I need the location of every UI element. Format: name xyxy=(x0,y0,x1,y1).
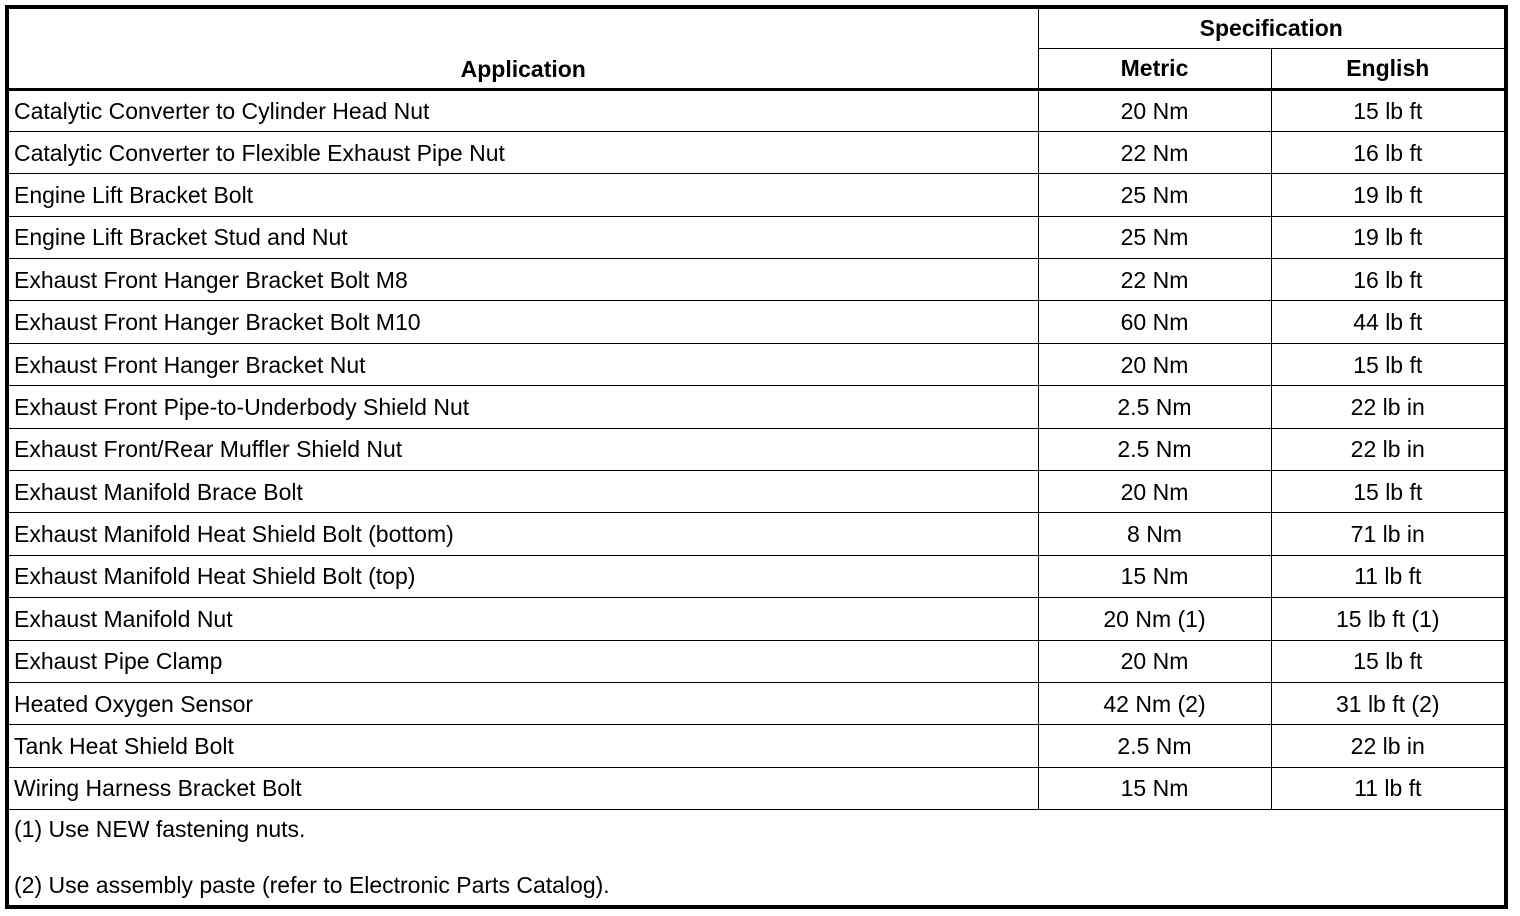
table-row xyxy=(7,343,1506,385)
application-cell: Heated Oxygen Sensor xyxy=(7,682,1038,724)
metric-cell: 25 Nm xyxy=(1038,174,1271,216)
footnote-2: (2) Use assembly paste (refer to Electronic Parts Catalog). xyxy=(14,872,610,899)
metric-cell: 60 Nm xyxy=(1038,301,1271,343)
table-row xyxy=(7,428,1506,470)
footnote-1: (1) Use NEW fastening nuts. xyxy=(14,816,306,843)
table-row xyxy=(7,174,1506,216)
application-cell: Catalytic Converter to Cylinder Head Nut xyxy=(7,89,1038,131)
english-cell: 16 lb ft xyxy=(1271,131,1506,173)
metric-cell: 42 Nm (2) xyxy=(1038,682,1271,724)
application-cell: Exhaust Front Hanger Bracket Bolt M10 xyxy=(7,301,1038,343)
table-header xyxy=(7,7,1506,89)
metric-cell: 25 Nm xyxy=(1038,216,1271,258)
application-cell: Exhaust Front Hanger Bracket Nut xyxy=(7,343,1038,385)
english-cell: 15 lb ft xyxy=(1271,343,1506,385)
table-row xyxy=(7,301,1506,343)
metric-cell: 2.5 Nm xyxy=(1038,386,1271,428)
english-cell: 22 lb in xyxy=(1271,386,1506,428)
english-cell: 15 lb ft xyxy=(1271,640,1506,682)
english-cell: 19 lb ft xyxy=(1271,174,1506,216)
table-row xyxy=(7,555,1506,597)
english-cell: 44 lb ft xyxy=(1271,301,1506,343)
metric-cell: 8 Nm xyxy=(1038,513,1271,555)
english-cell: 11 lb ft xyxy=(1271,555,1506,597)
application-cell: Exhaust Manifold Heat Shield Bolt (top) xyxy=(7,555,1038,597)
english-cell: 19 lb ft xyxy=(1271,216,1506,258)
footnotes-cell xyxy=(7,810,1506,907)
application-cell: Engine Lift Bracket Stud and Nut xyxy=(7,216,1038,258)
table-row xyxy=(7,682,1506,724)
english-cell: 22 lb in xyxy=(1271,725,1506,767)
metric-cell: 22 Nm xyxy=(1038,259,1271,301)
table-row xyxy=(7,216,1506,258)
application-cell: Wiring Harness Bracket Bolt xyxy=(7,767,1038,809)
metric-cell: 20 Nm xyxy=(1038,89,1271,131)
table-row xyxy=(7,259,1506,301)
table-row xyxy=(7,767,1506,809)
application-cell: Exhaust Pipe Clamp xyxy=(7,640,1038,682)
application-cell: Exhaust Front Pipe-to-Underbody Shield Nut xyxy=(7,386,1038,428)
english-cell: 11 lb ft xyxy=(1271,767,1506,809)
table-row xyxy=(7,89,1506,131)
metric-cell: 2.5 Nm xyxy=(1038,428,1271,470)
application-cell: Exhaust Manifold Nut xyxy=(7,598,1038,640)
table-row xyxy=(7,513,1506,555)
english-cell: 22 lb in xyxy=(1271,428,1506,470)
fastener-spec-table xyxy=(5,5,1508,909)
application-cell: Engine Lift Bracket Bolt xyxy=(7,174,1038,216)
english-cell: 15 lb ft (1) xyxy=(1271,598,1506,640)
table-row xyxy=(7,725,1506,767)
application-cell: Exhaust Manifold Heat Shield Bolt (bottom) xyxy=(7,513,1038,555)
english-cell: 16 lb ft xyxy=(1271,259,1506,301)
application-cell: Catalytic Converter to Flexible Exhaust Pipe Nut xyxy=(7,131,1038,173)
application-column-header: Application xyxy=(7,7,1038,89)
english-column-header: English xyxy=(1271,48,1506,89)
metric-cell: 15 Nm xyxy=(1038,555,1271,597)
notes-row xyxy=(7,810,1506,907)
metric-cell: 20 Nm xyxy=(1038,640,1271,682)
metric-cell: 20 Nm (1) xyxy=(1038,598,1271,640)
english-cell: 31 lb ft (2) xyxy=(1271,682,1506,724)
table-row xyxy=(7,131,1506,173)
application-cell: Tank Heat Shield Bolt xyxy=(7,725,1038,767)
application-cell: Exhaust Front Hanger Bracket Bolt M8 xyxy=(7,259,1038,301)
table-row xyxy=(7,598,1506,640)
application-cell: Exhaust Front/Rear Muffler Shield Nut xyxy=(7,428,1038,470)
english-cell: 15 lb ft xyxy=(1271,471,1506,513)
application-cell: Exhaust Manifold Brace Bolt xyxy=(7,471,1038,513)
metric-cell: 2.5 Nm xyxy=(1038,725,1271,767)
table-body xyxy=(7,89,1506,907)
metric-column-header: Metric xyxy=(1038,48,1271,89)
metric-cell: 22 Nm xyxy=(1038,131,1271,173)
header-row-top xyxy=(7,7,1506,48)
specification-column-header: Specification xyxy=(1038,7,1506,48)
metric-cell: 20 Nm xyxy=(1038,471,1271,513)
metric-cell: 20 Nm xyxy=(1038,343,1271,385)
metric-cell: 15 Nm xyxy=(1038,767,1271,809)
table-row xyxy=(7,471,1506,513)
english-cell: 15 lb ft xyxy=(1271,89,1506,131)
english-cell: 71 lb in xyxy=(1271,513,1506,555)
table-row xyxy=(7,640,1506,682)
table-row xyxy=(7,386,1506,428)
